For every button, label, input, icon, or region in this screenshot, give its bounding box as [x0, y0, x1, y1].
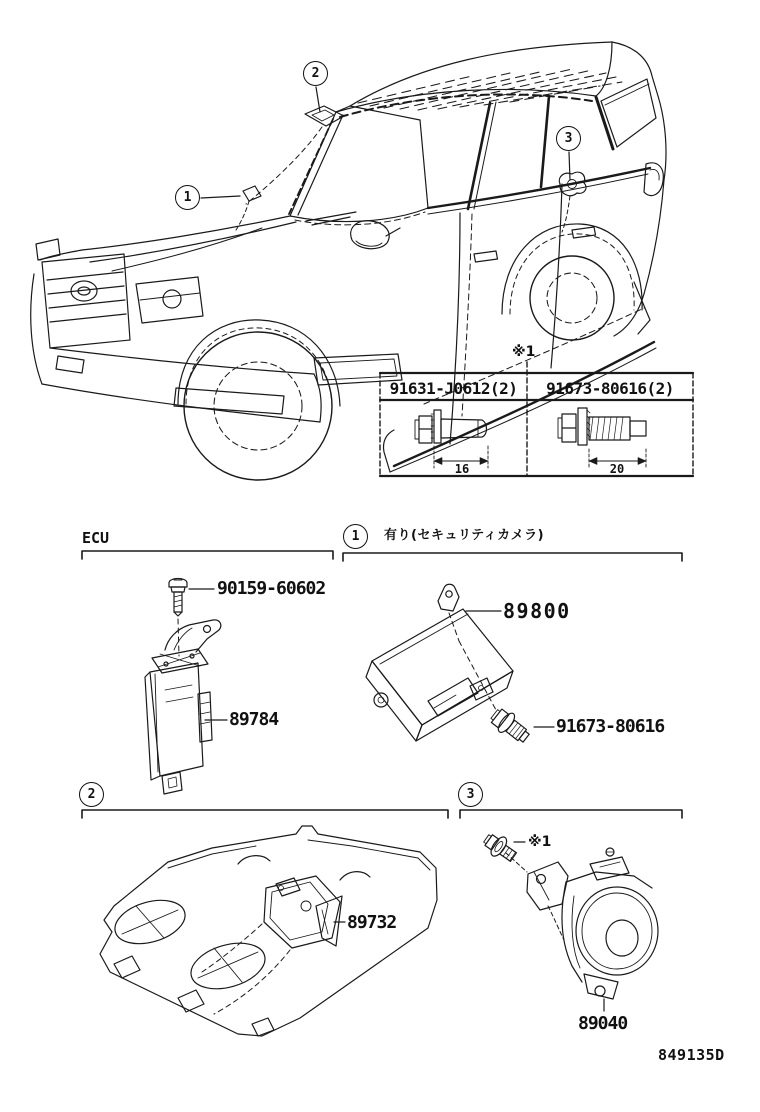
label-leader-lines — [189, 589, 604, 1011]
table-note-ref: ※1 — [512, 344, 536, 360]
bolt-20-length-label: 20 — [609, 462, 625, 476]
ecu-section-bracket — [82, 551, 333, 559]
section2-bracket — [82, 810, 448, 818]
section3-screw-note: ※1 — [528, 834, 552, 850]
section2-number: 2 — [87, 787, 96, 802]
section1-number: 1 — [351, 529, 360, 544]
section3-badge — [458, 782, 483, 807]
vehicle-callout-1-badge — [175, 185, 200, 210]
vehicle-callout-3-number: 3 — [564, 131, 573, 146]
ecu-89784-drawing — [145, 620, 221, 794]
vehicle-callout-3-badge — [556, 126, 581, 151]
section3-number: 3 — [466, 787, 475, 802]
bolt-91673-icon — [488, 704, 534, 747]
table-header-bolt-20: 91673-80616(2) — [546, 379, 674, 398]
bolt-20-drawing — [558, 408, 646, 468]
part-label-89732: 89732 — [347, 912, 397, 933]
part-label-90159-60602: 90159-60602 — [217, 578, 326, 599]
drawing-code: 849135D — [658, 1046, 725, 1064]
section1-title: 有り(セキュリティカメラ) — [384, 528, 545, 543]
siren-89040-drawing — [506, 848, 658, 999]
vehicle-callout-2-number: 2 — [311, 66, 320, 81]
bolt-16-length-label: 16 — [454, 462, 470, 476]
part-label-91673-80616: 91673-80616 — [556, 716, 665, 737]
section2-badge — [79, 782, 104, 807]
part-label-89800: 89800 — [503, 599, 571, 623]
vehicle-callout-2-badge — [303, 61, 328, 86]
part-label-89784: 89784 — [229, 709, 279, 730]
ecu-section-label: ECU — [82, 529, 110, 547]
vehicle-callout-1-number: 1 — [183, 190, 192, 205]
screw-90159-icon — [169, 579, 187, 657]
part-label-89040: 89040 — [578, 1013, 628, 1034]
callout-leader-lines — [201, 87, 570, 198]
section3-bracket — [460, 810, 682, 818]
section1-badge — [343, 524, 368, 549]
section1-bracket — [343, 553, 682, 561]
overhead-console-part — [246, 106, 344, 204]
security-indicator-part — [236, 186, 261, 230]
table-header-bolt-16: 91631-J0612(2) — [389, 379, 518, 398]
